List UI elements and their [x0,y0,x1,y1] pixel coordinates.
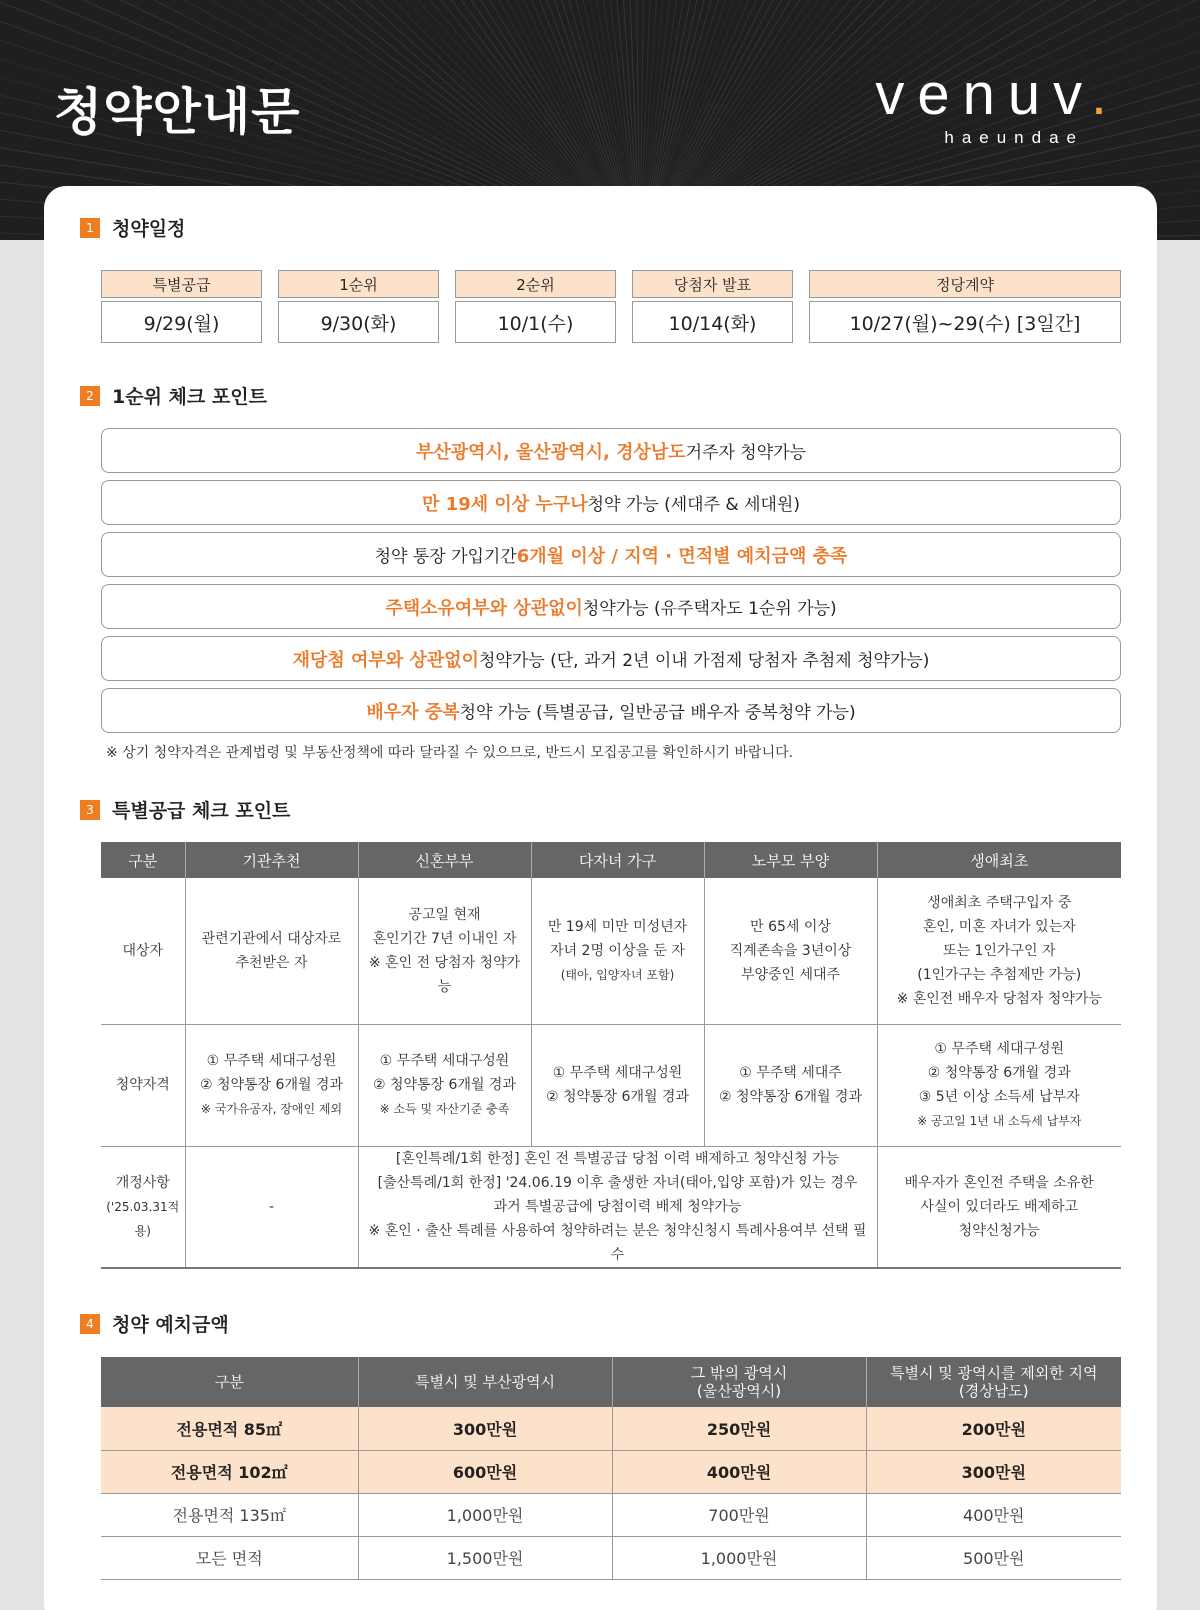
section-title: 청약일정 [112,218,186,240]
brand-name: venuv. [875,62,1120,127]
section-1-heading [80,214,185,241]
amount-cell: 600만원 [358,1450,612,1493]
table-row [101,878,1121,1024]
table-cell: 공고일 현재 혼인기간 7년 이내인 자 ※ 혼인 전 당첨자 청약가능 [358,878,531,1024]
area-cell: 전용면적 85㎡ [101,1407,358,1450]
column-header: 다자녀 가구 [531,842,704,878]
column-header: 구분 [101,1357,358,1407]
table-cell: ① 무주택 세대구성원 ② 청약통장 6개월 경과 ③ 5년 이상 소득세 납부자 ※ 공고일 1년 내 소득세 납부자 [877,1024,1121,1146]
amount-cell: 200만원 [866,1407,1121,1450]
column-header: 특별시 및 광역시를 제외한 지역 (경상남도) [866,1357,1121,1407]
schedule-label: 특별공급 [101,270,262,298]
amount-cell: 400만원 [866,1493,1121,1536]
deposit-table [101,1357,1121,1580]
section-4-heading [80,1310,229,1337]
brand-subtitle: haeundae [944,128,1084,147]
section-number: 1 [80,218,100,238]
schedule-label: 1순위 [278,270,439,298]
area-cell: 모든 면적 [101,1536,358,1579]
content-card [44,186,1157,1610]
table-cell: 만 19세 미만 미성년자 자녀 2명 이상을 둔 자 (태아, 입양자녀 포함) [531,878,704,1024]
schedule-date: 10/14(화) [632,301,793,343]
table-cell: ① 무주택 세대구성원 ② 청약통장 6개월 경과 [531,1024,704,1146]
table-cell: ① 무주택 세대주 ② 청약통장 6개월 경과 [704,1024,877,1146]
table-row [101,1146,1121,1268]
amount-cell: 500만원 [866,1536,1121,1579]
row-label: 대상자 [101,878,185,1024]
schedule-table [101,270,1121,343]
disclaimer-note: ※ 상기 청약자격은 관계법령 및 부동산정책에 따라 달라질 수 있으므로, 반드시 모집공고를 확인하시기 바랍니다. [106,745,794,761]
amount-cell: 300만원 [358,1407,612,1450]
schedule-column [455,270,616,343]
row-label: 개정사항 ('25.03.31적용) [101,1146,185,1268]
section-title: 청약 예치금액 [112,1314,229,1336]
table-cell: - [185,1146,358,1268]
table-row [101,1407,1121,1450]
area-cell: 전용면적 135㎡ [101,1493,358,1536]
column-header: 특별시 및 부산광역시 [358,1357,612,1407]
schedule-column [278,270,439,343]
table-header-row [101,842,1121,878]
schedule-date: 9/30(화) [278,301,439,343]
schedule-label: 당첨자 발표 [632,270,793,298]
special-supply-table [101,842,1121,1269]
section-3-heading [80,796,290,823]
table-row [101,1536,1121,1579]
check-point-item: 만 19세 이상 누구나 청약 가능 (세대주 & 세대원) [101,480,1121,525]
amount-cell: 1,000만원 [612,1536,866,1579]
schedule-date: 9/29(월) [101,301,262,343]
amount-cell: 700만원 [612,1493,866,1536]
table-row [101,1493,1121,1536]
check-point-item: 주택소유여부와 상관없이 청약가능 (유주택자도 1순위 가능) [101,584,1121,629]
amount-cell: 1,000만원 [358,1493,612,1536]
schedule-column [809,270,1121,343]
section-number: 4 [80,1314,100,1334]
row-label: 청약자격 [101,1024,185,1146]
schedule-date: 10/1(수) [455,301,616,343]
amount-cell: 1,500만원 [358,1536,612,1579]
table-row [101,1024,1121,1146]
schedule-date: 10/27(월)~29(수) [3일간] [809,301,1121,343]
table-cell: 배우자가 혼인전 주택을 소유한 사실이 있더라도 배제하고 청약신청가능 [877,1146,1121,1268]
section-title: 1순위 체크 포인트 [112,386,267,408]
check-point-item: 재당첨 여부와 상관없이 청약가능 (단, 과거 2년 이내 가점제 당첨자 추첨제 청약가능) [101,636,1121,681]
area-cell: 전용면적 102㎡ [101,1450,358,1493]
schedule-column [632,270,793,343]
column-header: 기관추천 [185,842,358,878]
section-title: 특별공급 체크 포인트 [112,800,291,822]
amount-cell: 400만원 [612,1450,866,1493]
section-2-heading [80,382,267,409]
page-title: 청약안내문 [54,83,301,141]
check-point-item: 청약 통장 가입기간 6개월 이상 / 지역 · 면적별 예치금액 충족 [101,532,1121,577]
column-header: 그 밖의 광역시 (울산광역시) [612,1357,866,1407]
table-cell: 관련기관에서 대상자로 추천받은 자 [185,878,358,1024]
table-header-row [101,1357,1121,1407]
table-cell: 생애최초 주택구입자 중 혼인, 미혼 자녀가 있는자 또는 1인가구인 자 (1인가구는 추첨제만 가능) ※ 혼인전 배우자 당첨자 청약가능 [877,878,1121,1024]
check-point-list [101,428,1121,740]
schedule-column [101,270,262,343]
brand-logo [875,62,1120,148]
check-point-item: 배우자 중복 청약 가능 (특별공급, 일반공급 배우자 중복청약 가능) [101,688,1121,733]
section-number: 3 [80,800,100,820]
column-header: 신혼부부 [358,842,531,878]
table-cell: ① 무주택 세대구성원 ② 청약통장 6개월 경과 ※ 소득 및 자산기준 충족 [358,1024,531,1146]
column-header: 생애최초 [877,842,1121,878]
table-row [101,1450,1121,1493]
section-number: 2 [80,386,100,406]
schedule-label: 2순위 [455,270,616,298]
amount-cell: 300만원 [866,1450,1121,1493]
column-header: 구분 [101,842,185,878]
table-cell: 만 65세 이상 직계존속을 3년이상 부양중인 세대주 [704,878,877,1024]
merged-cell: [혼인특례/1회 한정] 혼인 전 특별공급 당첨 이력 배제하고 청약신청 가능 [출산특례/1회 한정] '24.06.19 이후 출생한 자녀(태아,입양 포함)가 있는 경우 과거 특별공급에 당첨이력 배제 청약가능 ※ 혼인 · 출산 특례를 사용하여 청약하려는 분은 청약신청시 특례사용여부 선택 필수 [358,1146,877,1268]
check-point-item: 부산광역시, 울산광역시, 경상남도 거주자 청약가능 [101,428,1121,473]
schedule-label: 정당계약 [809,270,1121,298]
column-header: 노부모 부양 [704,842,877,878]
amount-cell: 250만원 [612,1407,866,1450]
table-cell: ① 무주택 세대구성원 ② 청약통장 6개월 경과 ※ 국가유공자, 장애인 제외 [185,1024,358,1146]
